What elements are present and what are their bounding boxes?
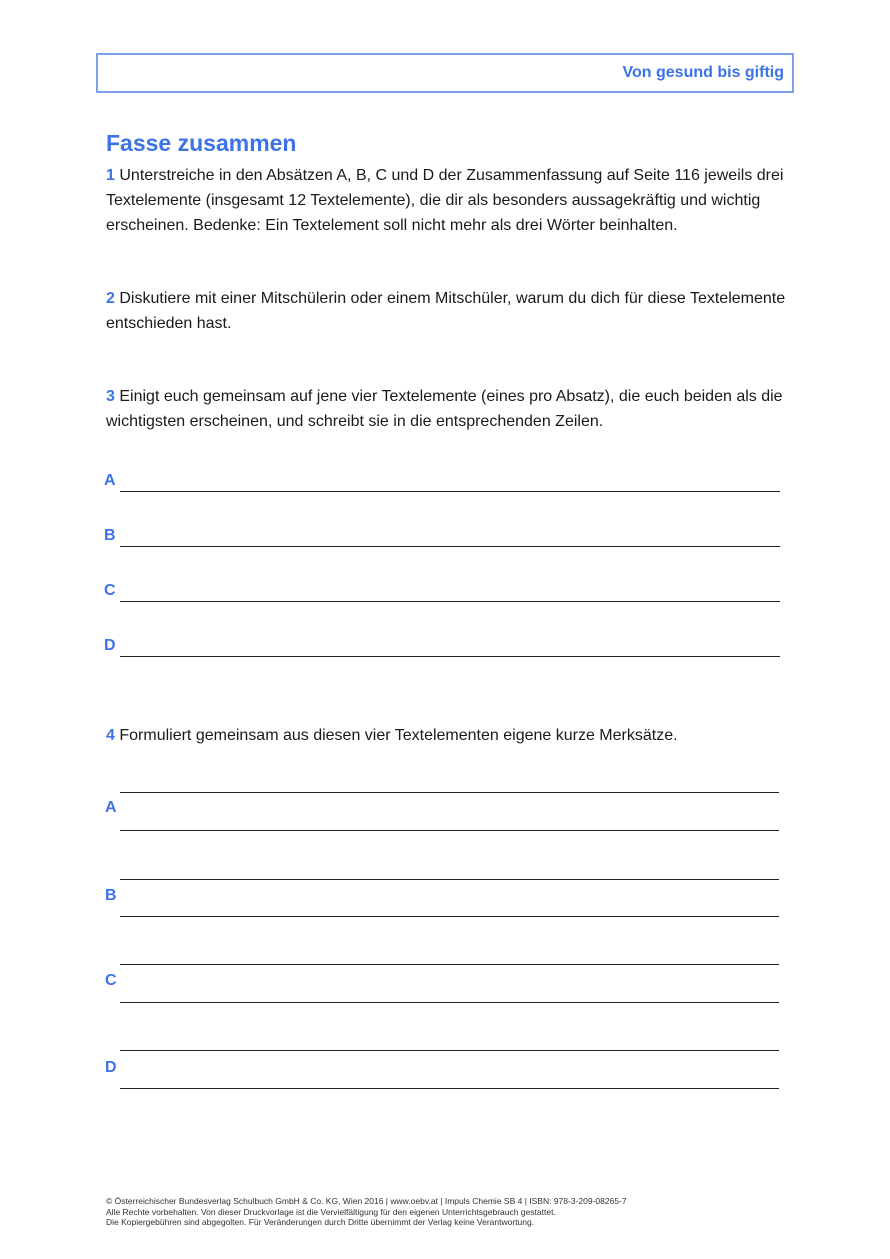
- task-text: Unterstreiche in den Absätzen A, B, C und D der Zusammenfassung auf Seite 116 jeweils drei Textelemente (insgesamt 12 Textelemente), die dir als besonders aussagekräftig und wichtig erscheinen. Bedenke: Ein Textelement soll nicht mehr als drei Wörter beinhalten.: [106, 167, 784, 234]
- header-box: [96, 53, 794, 93]
- task-4: [106, 723, 786, 748]
- footer-copyright: © Österreichischer Bundesverlag Schulbuch GmbH & Co. KG, Wien 2016 | www.oebv.at | Impuls Chemie SB 4 | ISBN: 978-3-209-08265-7: [106, 1196, 627, 1206]
- write-line[interactable]: [120, 1050, 779, 1051]
- write-line[interactable]: [120, 879, 779, 880]
- row-letter: D: [104, 637, 116, 654]
- row-letter: A: [104, 472, 116, 489]
- header-title: Von gesund bis giftig: [622, 64, 784, 81]
- row-letter: B: [104, 527, 116, 544]
- task-number: 1: [106, 167, 115, 184]
- write-line[interactable]: [120, 916, 779, 917]
- write-line[interactable]: [120, 1002, 779, 1003]
- answer-row-c: [104, 582, 780, 602]
- task-2: [106, 286, 786, 336]
- write-line[interactable]: [120, 491, 780, 492]
- answer-row-b: [104, 527, 780, 547]
- task-text: Formuliert gemeinsam aus diesen vier Textelementen eigene kurze Merksätze.: [119, 727, 678, 744]
- footer-rights: Alle Rechte vorbehalten. Von dieser Druckvorlage ist die Vervielfältigung für den eigenen Unterrichtsgebrauch gestattet.: [106, 1206, 556, 1217]
- answer-row-a: [104, 472, 780, 492]
- block-letter-b: B: [105, 887, 117, 904]
- task-number: 4: [106, 727, 115, 744]
- block-letter-c: C: [105, 972, 117, 989]
- block-letter-d: D: [105, 1059, 117, 1076]
- footer: [106, 1196, 627, 1228]
- write-line[interactable]: [120, 656, 780, 657]
- task-text: Einigt euch gemeinsam auf jene vier Textelemente (eines pro Absatz), die euch beiden als die wichtigsten erscheinen, und schreibt sie in die entsprechenden Zeilen.: [106, 388, 783, 430]
- task-number: 3: [106, 388, 115, 405]
- task-number: 2: [106, 290, 115, 307]
- answer-row-d: [104, 637, 780, 657]
- write-line[interactable]: [120, 546, 780, 547]
- write-line[interactable]: [120, 964, 779, 965]
- task-1: [106, 163, 786, 238]
- write-line[interactable]: [120, 792, 779, 793]
- task-text: Diskutiere mit einer Mitschülerin oder einem Mitschüler, warum du dich für diese Textelemente entschieden hast.: [106, 290, 786, 332]
- row-letter: C: [104, 582, 116, 599]
- write-line[interactable]: [120, 830, 779, 831]
- write-line[interactable]: [120, 601, 780, 602]
- task-3: [106, 384, 786, 434]
- block-letter-a: A: [105, 799, 117, 816]
- write-line[interactable]: [120, 1088, 779, 1089]
- footer-fees: Die Kopiergebühren sind abgegolten. Für Veränderungen durch Dritte übernimmt der Verlag keine Verantwortung.: [106, 1217, 535, 1227]
- page-title: Fasse zusammen: [106, 130, 297, 156]
